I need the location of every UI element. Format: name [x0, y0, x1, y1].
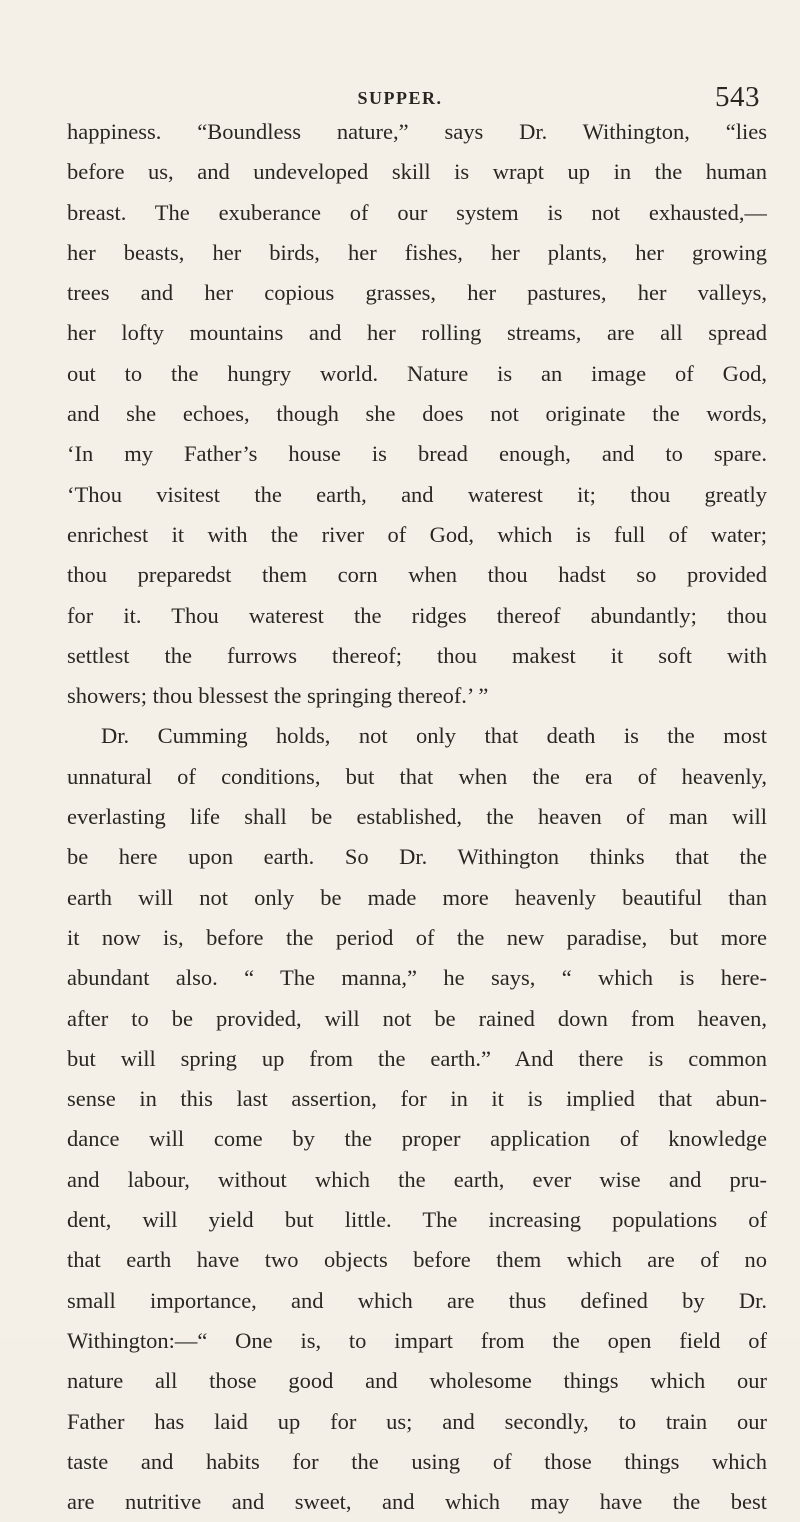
text-line: abundant also. “ The manna,” he says, “ which is here- [67, 965, 767, 991]
text-line: nature all those good and wholesome things which our [67, 1368, 767, 1394]
text-line: trees and her copious grasses, her pastures, her valleys, [67, 280, 767, 306]
text-line: it now is, before the period of the new paradise, but more [67, 924, 767, 950]
body-text [67, 112, 767, 1522]
running-head [0, 78, 800, 113]
text-line: unnatural of conditions, but that when the era of heavenly, [67, 763, 767, 789]
text-line: be here upon earth. So Dr. Withington thinks that the [67, 844, 767, 870]
text-line: taste and habits for the using of those things which [67, 1448, 767, 1474]
text-line: before us, and undeveloped skill is wrapt up in the human [67, 159, 767, 185]
text-line: happiness. “Boundless nature,” says Dr. Withington, “lies [67, 119, 767, 144]
text-line: dent, will yield but little. The increasing populations of [67, 1207, 767, 1233]
running-title: SUPPER. [357, 88, 443, 108]
text-line: for it. Thou waterest the ridges thereof abundantly; thou [67, 602, 767, 628]
text-line: Father has laid up for us; and secondly, to train our [67, 1408, 767, 1434]
text-line: enrichest it with the river of God, which is full of water; [67, 521, 767, 547]
text-line: everlasting life shall be established, the heaven of man will [67, 804, 767, 830]
text-line: out to the hungry world. Nature is an image of God, [67, 360, 767, 386]
text-line: her beasts, her birds, her fishes, her plants, her growing [67, 239, 767, 265]
text-line: her lofty mountains and her rolling streams, are all spread [67, 320, 767, 346]
text-line: after to be provided, will not be rained down from heaven, [67, 1005, 767, 1031]
text-line: and labour, without which the earth, ever wise and pru- [67, 1166, 767, 1192]
text-line: are nutritive and sweet, and which may have the best [67, 1489, 767, 1515]
text-line: sense in this last assertion, for in it is implied that abun- [67, 1086, 767, 1112]
text-line: thou preparedst them corn when thou hadst so provided [67, 562, 767, 588]
text-line: showers; thou blessest the springing thereof.’ ” [67, 683, 489, 709]
text-line: breast. The exuberance of our system is not exhausted,— [67, 199, 767, 225]
text-line: ‘In my Father’s house is bread enough, and to spare. [67, 441, 767, 467]
text-line: ‘Thou visitest the earth, and waterest it; thou greatly [67, 481, 767, 507]
text-line: Dr. Cumming holds, not only that death is the most [101, 723, 767, 749]
text-line: earth will not only be made more heavenly beautiful than [67, 884, 767, 910]
text-line: small importance, and which are thus defined by Dr. [67, 1287, 767, 1313]
text-line: that earth have two objects before them which are of no [67, 1247, 767, 1273]
page-number: 543 [715, 81, 760, 113]
text-line: Withington:—“ One is, to impart from the open field of [67, 1327, 767, 1353]
text-line: dance will come by the proper application of knowledge [67, 1126, 767, 1152]
text-line: but will spring up from the earth.” And there is common [67, 1045, 767, 1071]
text-line: and she echoes, though she does not originate the words, [67, 401, 767, 427]
text-line: settlest the furrows thereof; thou makest it soft with [67, 642, 767, 668]
